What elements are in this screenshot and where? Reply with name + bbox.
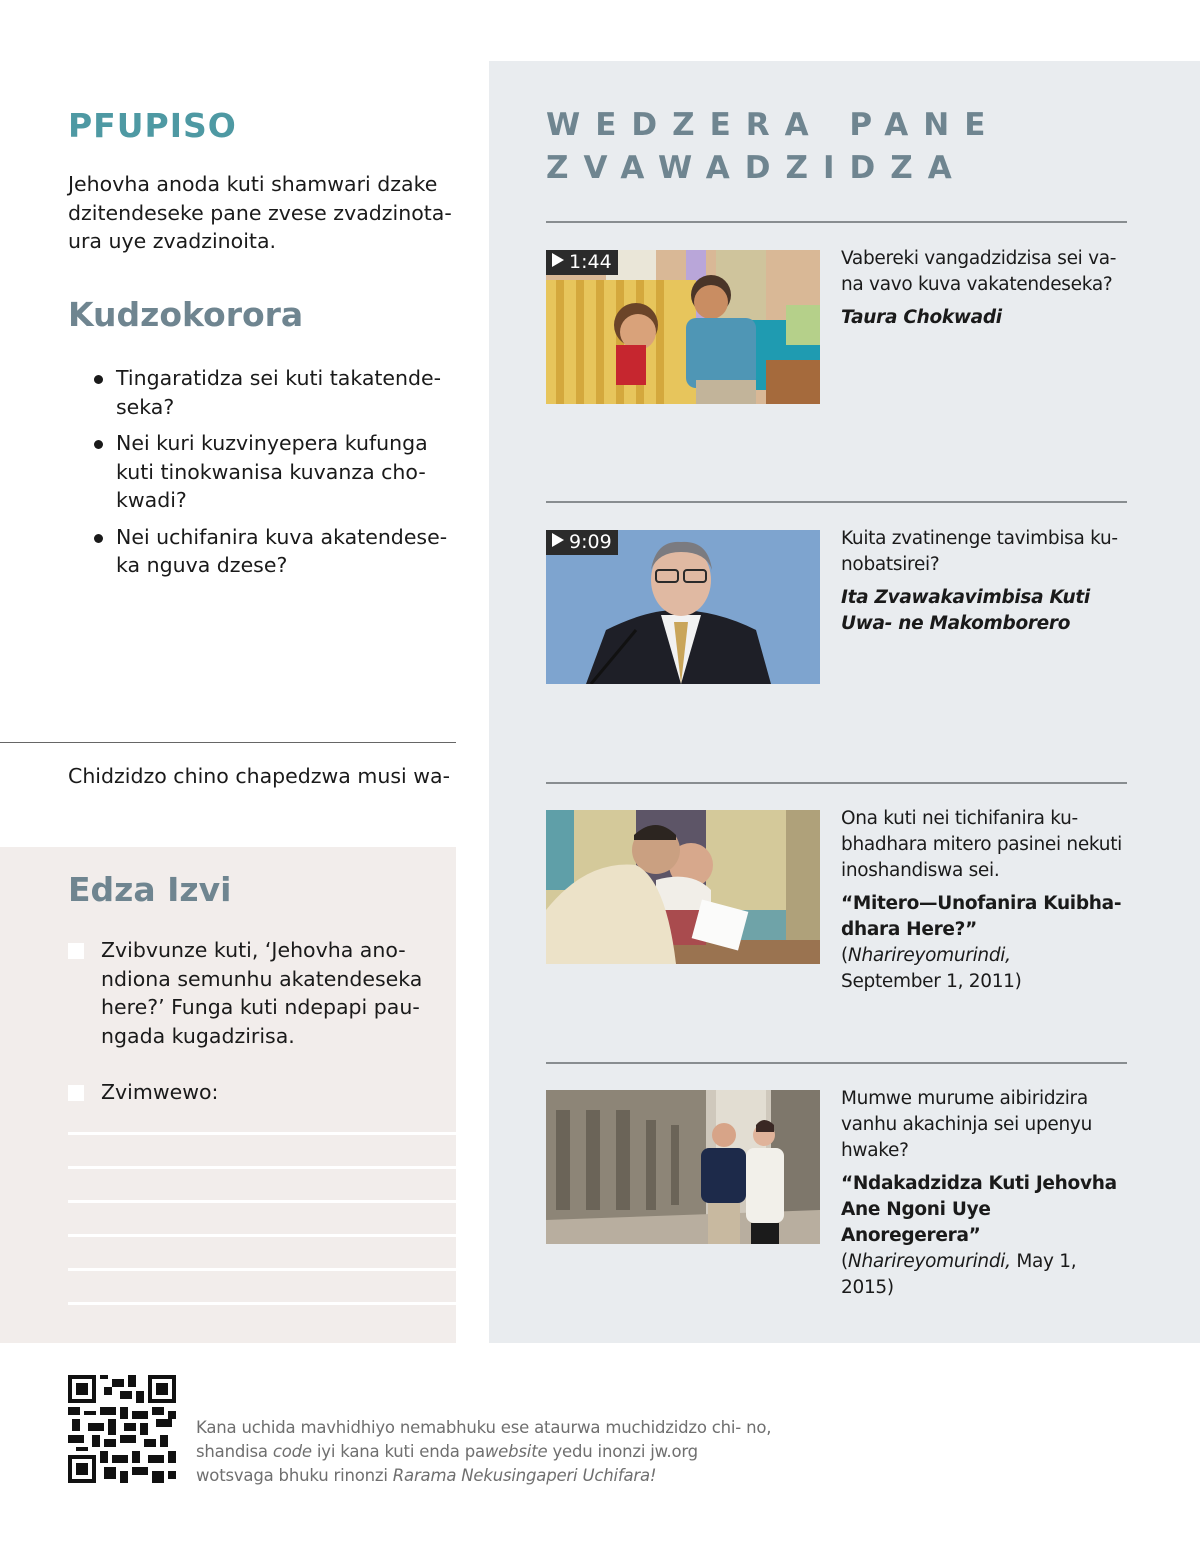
source-date: September 1, 2011) — [841, 971, 1022, 992]
play-icon — [552, 533, 564, 547]
try-this-item[interactable] — [68, 936, 448, 1050]
review-list — [92, 364, 462, 588]
video-thumbnail[interactable] — [546, 250, 820, 404]
video-duration: 1:44 — [569, 251, 612, 273]
review-item-text: Tingaratidza sei kuti takatende- seka? — [116, 366, 442, 419]
writing-line[interactable] — [68, 1132, 456, 1135]
duration-badge — [546, 530, 618, 555]
item-title[interactable] — [841, 585, 1131, 637]
review-item — [92, 429, 462, 515]
checkbox[interactable] — [68, 943, 84, 959]
item-question: Kuita zvatinenge tavimbisa ku- nobatsirei? — [841, 528, 1118, 575]
video-duration: 9:09 — [569, 531, 612, 553]
couple-paying-taxes-image — [546, 810, 820, 964]
writing-line[interactable] — [68, 1166, 456, 1169]
learn-more-item — [841, 1086, 1131, 1301]
item-title-text[interactable]: Taura Chokwadi — [841, 307, 1002, 328]
divider — [546, 501, 1127, 503]
try-this-item-text: Zvimwewo: — [101, 1080, 219, 1104]
writing-line[interactable] — [68, 1302, 456, 1305]
summary-heading: PFUPISO — [68, 106, 237, 145]
footer-text-part: website — [484, 1442, 548, 1461]
item-title-text[interactable]: Ita Zvawakavimbisa Kuti Uwa- ne Makomborero — [841, 587, 1090, 634]
couple-walking-image — [546, 1090, 820, 1244]
footer-note — [196, 1416, 776, 1488]
item-title-text[interactable]: “Mitero—Unofanira Kuibha- dhara Here?” — [841, 893, 1122, 940]
footer-text-part: Kana uchida mavhidhiyo nemabhuku ese ataurwa muchidzidzo chi- no, shandisa — [196, 1418, 772, 1461]
divider — [546, 782, 1127, 784]
item-title[interactable] — [841, 305, 1131, 331]
writing-line[interactable] — [68, 1268, 456, 1271]
writing-line[interactable] — [68, 1200, 456, 1203]
try-this-item-text: Zvibvunze kuti, ‘Jehovha ano- ndiona semunhu akatendeseka here?’ Funga kuti ndepapi pau- ngada kugadzirisa. — [101, 938, 423, 1048]
learn-more-heading: WEDZERA PANE ZVAWADZIDZA — [546, 107, 1001, 186]
item-question: Mumwe murume aibiridzira vanhu akachinja sei upenyu hwake? — [841, 1088, 1093, 1161]
footer-text-part: iyi kana kuti enda pa — [311, 1442, 485, 1461]
qr-code-icon[interactable] — [68, 1375, 176, 1483]
article-image[interactable] — [546, 810, 820, 964]
source-publication: Nharireyomurindi, — [847, 945, 1011, 966]
bullet-icon — [94, 440, 103, 449]
play-icon — [552, 253, 564, 267]
divider — [546, 221, 1127, 223]
learn-more-item — [841, 806, 1131, 995]
item-title[interactable] — [841, 1171, 1131, 1301]
writing-line[interactable] — [68, 1234, 456, 1237]
review-heading: Kudzokorora — [68, 295, 304, 334]
divider — [546, 1062, 1127, 1064]
duration-badge — [546, 250, 618, 275]
review-item-text: Nei uchifanira kuva akatendese- ka nguva dzese? — [116, 524, 448, 577]
summary-text: Jehovha anoda kuti shamwari dzake dzitendeseke pane zvese zvadzinota- ura uye zvadzinoita. — [68, 172, 452, 253]
bullet-icon — [94, 375, 103, 384]
checkbox[interactable] — [68, 1085, 84, 1101]
video-thumbnail[interactable] — [546, 530, 820, 684]
item-title[interactable] — [841, 891, 1131, 995]
learn-more-item — [841, 526, 1131, 637]
bullet-icon — [94, 534, 103, 543]
try-this-item-other[interactable] — [68, 1078, 448, 1107]
footer-text-part: yedu inonzi jw.org wotsvaga bhuku rinonzi — [196, 1442, 698, 1485]
review-item — [92, 523, 462, 580]
completion-date-note: Chidzidzo chino chapedzwa musi wa- — [68, 764, 450, 788]
source-date: May 1, 2015) — [841, 1251, 1077, 1298]
divider — [0, 742, 456, 743]
review-item-text: Nei kuri kuzvinyepera kufunga kuti tinokwanisa kuvanza cho- kwadi? — [116, 431, 428, 512]
footer-book-title: Rarama Nekusingaperi Uchifara! — [392, 1466, 657, 1485]
item-source: (Nharireyomurindi, May 1, 2015) — [841, 1251, 1077, 1298]
review-item — [92, 364, 462, 421]
try-this-heading: Edza Izvi — [68, 870, 232, 909]
item-title-text[interactable]: “Ndakadzidza Kuti Jehovha Ane Ngoni Uye Anoregerera” — [841, 1173, 1117, 1246]
item-source: (Nharireyomurindi, September 1, 2011) — [841, 945, 1022, 992]
footer-text-part: code — [272, 1442, 312, 1461]
item-question: Vabereki vangadzidzisa sei va- na vavo kuva vakatendeseka? — [841, 248, 1117, 295]
item-question: Ona kuti nei tichifanira ku- bhadhara mitero pasinei nekuti inoshandiswa sei. — [841, 808, 1122, 881]
learn-more-item — [841, 246, 1131, 331]
source-publication: Nharireyomurindi, — [847, 1251, 1011, 1272]
article-image[interactable] — [546, 1090, 820, 1244]
